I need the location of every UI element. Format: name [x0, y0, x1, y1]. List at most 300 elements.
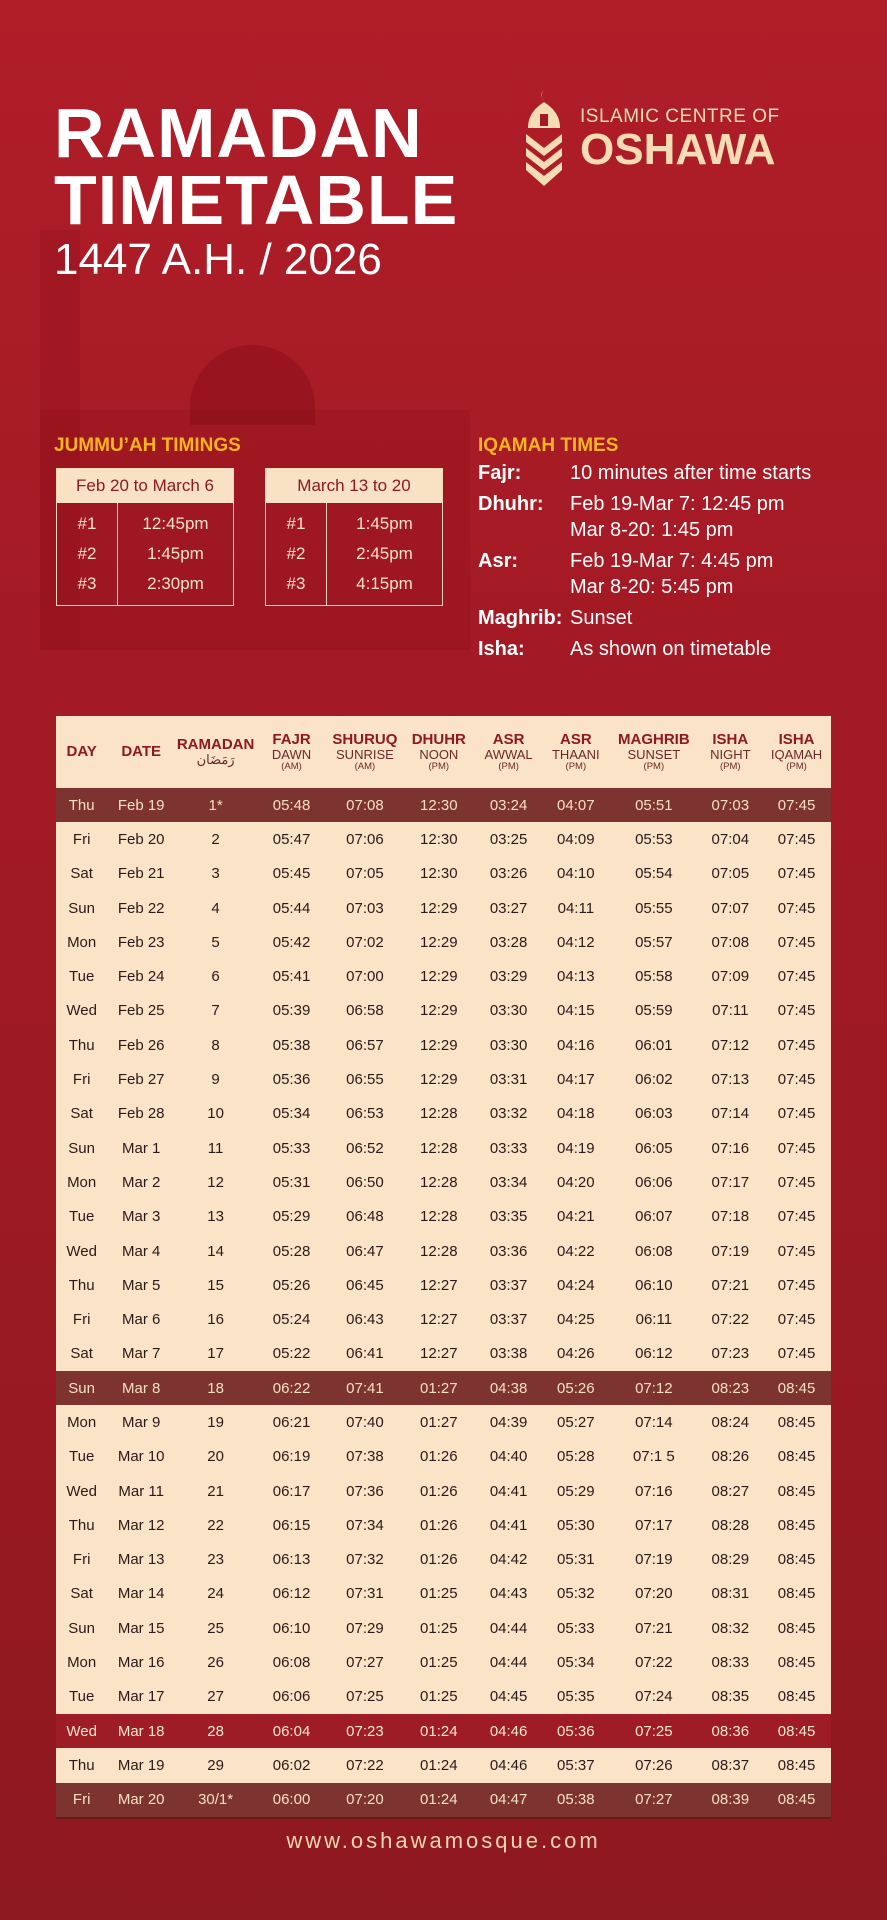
table-cell: 03:27	[489, 899, 528, 917]
table-cell: 06:04	[256, 1714, 327, 1748]
table-cell: 04:11	[557, 899, 595, 917]
table-cell: 27	[207, 1688, 224, 1706]
table-cell: 22	[207, 1516, 224, 1534]
table-cell: 08:45	[762, 1371, 831, 1405]
table-cell: 01:25	[420, 1688, 458, 1706]
iqamah-label: Maghrib:	[478, 607, 563, 629]
table-row	[56, 1097, 831, 1131]
table-cell: 19	[207, 1413, 224, 1431]
table-cell: Mar 17	[117, 1688, 165, 1706]
table-cell: 07:02	[346, 933, 384, 951]
table-cell: 12:28	[420, 1139, 458, 1157]
table-cell: 06:50	[346, 1173, 384, 1191]
table-cell: 06:00	[256, 1783, 327, 1817]
table-cell: 07:17	[711, 1173, 750, 1191]
jummah-time: 1:45pm	[147, 544, 204, 563]
table-cell: 04:21	[557, 1208, 595, 1226]
table-cell: 04:20	[557, 1173, 595, 1191]
table-cell: 03:33	[489, 1139, 528, 1157]
table-cell: 08:37	[711, 1756, 750, 1774]
table-cell: Mar 9	[122, 1413, 161, 1431]
table-cell: 07:1 5	[632, 1448, 675, 1466]
table-cell: 06:53	[346, 1105, 384, 1123]
table-cell: 01:26	[420, 1516, 458, 1534]
table-cell: 07:27	[609, 1783, 698, 1817]
table-cell: 12:30	[403, 788, 475, 822]
table-cell: 08:35	[711, 1688, 750, 1706]
table-cell: 05:35	[557, 1688, 595, 1706]
table-cell: 07:29	[346, 1619, 384, 1637]
table-cell: 08:45	[762, 1714, 831, 1748]
table-cell: 07:03	[346, 899, 384, 917]
table-cell: 05:33	[557, 1619, 595, 1637]
table-row	[56, 1474, 831, 1508]
table-cell: Feb 21	[117, 865, 165, 883]
table-cell: 04:16	[557, 1036, 595, 1054]
table-cell: 9	[211, 1071, 220, 1089]
table-row	[56, 1200, 831, 1234]
table-cell: 07:19	[635, 1551, 673, 1569]
table-cell: 12:29	[420, 1002, 458, 1020]
table-cell: Tue	[69, 1448, 95, 1466]
table-cell: Mar 19	[117, 1756, 165, 1774]
table-cell: Fri	[72, 1071, 91, 1089]
table-cell: 12:27	[420, 1311, 458, 1329]
table-row	[56, 1234, 831, 1268]
table-cell: 05:34	[272, 1105, 311, 1123]
table-cell: 04:07	[542, 788, 609, 822]
table-cell: 06:10	[272, 1619, 311, 1637]
table-cell: 05:26	[272, 1276, 311, 1294]
table-row	[56, 1611, 831, 1645]
table-cell: 07:18	[711, 1208, 750, 1226]
table-cell: 12:28	[420, 1173, 458, 1191]
table-cell: Feb 25	[117, 1002, 165, 1020]
table-cell: 07:17	[635, 1516, 673, 1534]
table-cell: 2	[211, 830, 220, 848]
table-cell: Sun	[68, 899, 95, 917]
table-cell: 04:44	[489, 1654, 528, 1672]
table-cell: 08:33	[711, 1654, 750, 1672]
jummah-time: 2:45pm	[356, 544, 413, 563]
column-header: ISHA NIGHT (PM)	[710, 731, 751, 772]
table-cell: 07:16	[711, 1139, 750, 1157]
iqamah-value: Sunset	[570, 607, 633, 629]
table-cell: Mar 8	[107, 1371, 175, 1405]
table-cell: 08:45	[777, 1551, 816, 1569]
table-cell: 03:37	[489, 1276, 528, 1294]
table-cell: 07:45	[777, 933, 816, 951]
jummah-time: 2:30pm	[147, 574, 204, 593]
table-cell: Fri	[56, 1783, 107, 1817]
table-cell: 05:24	[272, 1311, 311, 1329]
table-cell: 07:07	[711, 899, 750, 917]
table-cell: 05:37	[557, 1756, 595, 1774]
jummah-box-1	[56, 468, 234, 606]
table-cell: Mar 18	[107, 1714, 175, 1748]
table-cell: Feb 23	[117, 933, 165, 951]
table-cell: 07:09	[711, 968, 750, 986]
timetable	[56, 716, 831, 1819]
table-cell: 12:29	[420, 899, 458, 917]
table-row	[56, 857, 831, 891]
table-cell: 03:36	[489, 1242, 528, 1260]
table-cell: 12:27	[420, 1345, 458, 1363]
table-cell: Mar 2	[122, 1173, 161, 1191]
table-cell: 05:32	[557, 1585, 595, 1603]
table-cell: 01:27	[403, 1371, 475, 1405]
iqamah-list	[478, 460, 868, 667]
table-cell: Feb 28	[117, 1105, 165, 1123]
table-row	[56, 1302, 831, 1336]
iqamah-value: Feb 19-Mar 7: 12:45 pm	[570, 493, 785, 515]
table-cell: 05:45	[272, 865, 311, 883]
table-cell: 07:21	[635, 1619, 673, 1637]
table-cell: 05:29	[557, 1482, 595, 1500]
logo-line1: ISLAMIC CENTRE OF	[580, 106, 780, 127]
table-cell: 06:06	[272, 1688, 311, 1706]
table-cell: 06:52	[346, 1139, 384, 1157]
iqamah-label: Dhuhr:	[478, 493, 544, 515]
table-cell: 07:00	[346, 968, 384, 986]
table-cell: 06:11	[635, 1311, 673, 1329]
table-cell: 04:09	[557, 830, 595, 848]
table-cell: 06:06	[635, 1173, 673, 1191]
iqamah-value: Mar 8-20: 5:45 pm	[570, 576, 734, 598]
table-row	[56, 1268, 831, 1302]
table-cell: Sat	[70, 1345, 93, 1363]
table-cell: 05:33	[272, 1139, 311, 1157]
table-cell: 08:45	[777, 1688, 816, 1706]
table-cell: 04:13	[557, 968, 595, 986]
jummah-num: #1	[77, 514, 97, 533]
logo-line2: OSHAWA	[580, 125, 776, 174]
table-cell: 05:59	[635, 1002, 673, 1020]
table-cell: 04:18	[557, 1105, 595, 1123]
table-cell: 03:26	[489, 865, 528, 883]
table-cell: 05:58	[635, 968, 673, 986]
table-cell: 05:39	[272, 1002, 311, 1020]
table-cell: 12:30	[420, 830, 458, 848]
table-cell: 08:23	[698, 1371, 762, 1405]
table-cell: 05:54	[635, 865, 673, 883]
table-row	[56, 1783, 831, 1817]
table-cell: 04:46	[489, 1756, 528, 1774]
table-cell: Thu	[68, 1036, 95, 1054]
table-cell: 28	[175, 1714, 256, 1748]
table-cell: 12	[207, 1173, 224, 1191]
table-cell: 12:29	[420, 968, 458, 986]
table-cell: 01:25	[420, 1654, 458, 1672]
table-cell: 05:29	[272, 1208, 311, 1226]
table-cell: Mon	[67, 1654, 97, 1672]
table-cell: Feb 24	[117, 968, 165, 986]
table-cell: 07:45	[777, 1276, 816, 1294]
column-header: DAY	[66, 743, 97, 761]
table-cell: 04:10	[557, 865, 595, 883]
table-cell: 08:45	[762, 1783, 831, 1817]
table-row	[56, 994, 831, 1028]
table-cell: 07:06	[346, 830, 384, 848]
jummah-time: 12:45pm	[142, 514, 209, 533]
table-cell: Mar 5	[122, 1276, 161, 1294]
table-cell: 3	[211, 865, 220, 883]
table-cell: 05:31	[272, 1173, 311, 1191]
table-cell: 07:45	[777, 968, 816, 986]
jummah-box-range: March 13 to 20	[266, 469, 442, 503]
table-cell: 05:57	[635, 933, 673, 951]
table-cell: Mon	[67, 933, 97, 951]
table-cell: 03:37	[489, 1311, 528, 1329]
table-cell: 03:24	[475, 788, 543, 822]
table-cell: Sat	[70, 865, 93, 883]
table-cell: 05:41	[272, 968, 311, 986]
table-cell: 07:03	[698, 788, 762, 822]
table-cell: 17	[207, 1345, 224, 1363]
table-cell: 12:29	[420, 1036, 458, 1054]
table-cell: 04:45	[489, 1688, 528, 1706]
table-cell: 26	[207, 1654, 224, 1672]
table-cell: 04:15	[557, 1002, 595, 1020]
table-cell: 06:07	[635, 1208, 673, 1226]
table-cell: Mar 10	[117, 1448, 165, 1466]
iqamah-value: 10 minutes after time starts	[570, 462, 812, 484]
table-cell: 04:12	[557, 933, 595, 951]
table-cell: 7	[211, 1002, 220, 1020]
table-cell: 07:11	[712, 1002, 749, 1020]
table-cell: 07:40	[346, 1413, 384, 1431]
table-cell: 07:12	[609, 1371, 698, 1405]
table-cell: 03:32	[489, 1105, 528, 1123]
jummah-num: #3	[77, 574, 97, 593]
table-cell: 06:58	[346, 1002, 384, 1020]
table-cell: 07:05	[346, 865, 384, 883]
table-cell: 12:28	[420, 1242, 458, 1260]
table-cell: 07:16	[635, 1482, 673, 1500]
table-cell: 07:21	[711, 1276, 750, 1294]
table-cell: Thu	[56, 788, 107, 822]
table-cell: 08:45	[777, 1413, 816, 1431]
table-cell: 07:45	[777, 830, 816, 848]
table-cell: Thu	[68, 1756, 95, 1774]
table-cell: 05:42	[272, 933, 311, 951]
table-cell: 01:26	[420, 1551, 458, 1569]
table-cell: Sat	[70, 1105, 93, 1123]
title-line2: TIMETABLE	[54, 160, 459, 239]
table-cell: Mon	[67, 1173, 97, 1191]
table-cell: 15	[207, 1276, 224, 1294]
table-row	[56, 925, 831, 959]
table-cell: 05:55	[635, 899, 673, 917]
table-cell: 07:45	[777, 1139, 816, 1157]
table-cell: 13	[207, 1208, 224, 1226]
table-cell: 5	[211, 933, 220, 951]
table-cell: Thu	[68, 1276, 95, 1294]
jummah-box-2	[265, 468, 443, 606]
table-row	[56, 1062, 831, 1096]
table-row	[56, 1577, 831, 1611]
table-cell: 05:38	[542, 1783, 609, 1817]
iqamah-label: Asr:	[478, 550, 519, 572]
table-cell: 12:29	[420, 1071, 458, 1089]
table-cell: 04:19	[557, 1139, 595, 1157]
table-cell: 03:30	[489, 1002, 528, 1020]
column-header: DATE	[121, 743, 162, 761]
iqamah-value: Mar 8-20: 1:45 pm	[570, 519, 734, 541]
table-cell: Feb 26	[117, 1036, 165, 1054]
table-row	[56, 1131, 831, 1165]
table-cell: 08:26	[711, 1448, 750, 1466]
table-cell: 8	[211, 1036, 220, 1054]
table-cell: Thu	[68, 1516, 95, 1534]
table-cell: 05:31	[557, 1551, 595, 1569]
column-header: RAMADAN رَمَضَان	[176, 736, 255, 768]
table-cell: 05:47	[272, 830, 311, 848]
table-cell: Mar 20	[107, 1783, 175, 1817]
table-cell: 07:45	[777, 1208, 816, 1226]
table-cell: 06:21	[272, 1413, 311, 1431]
table-cell: 01:24	[403, 1783, 475, 1817]
table-cell: 29	[207, 1756, 224, 1774]
table-cell: 03:30	[489, 1036, 528, 1054]
table-cell: Fri	[72, 1311, 91, 1329]
table-cell: 04:43	[489, 1585, 528, 1603]
table-cell: Wed	[66, 1002, 97, 1020]
table-cell: Mar 1	[122, 1139, 161, 1157]
table-cell: 07:45	[777, 1002, 816, 1020]
table-cell: 01:25	[420, 1585, 458, 1603]
iqamah-value: As shown on timetable	[570, 638, 772, 660]
table-cell: 04:41	[489, 1516, 528, 1534]
table-cell: 07:22	[346, 1756, 384, 1774]
table-cell: 04:26	[557, 1345, 595, 1363]
table-cell: 05:36	[272, 1071, 311, 1089]
table-cell: 25	[207, 1619, 224, 1637]
column-header: ASR THAANI (PM)	[551, 731, 600, 772]
table-row	[56, 1028, 831, 1062]
table-cell: 03:25	[489, 830, 528, 848]
table-cell: 07:22	[635, 1654, 673, 1672]
table-cell: Mar 13	[117, 1551, 165, 1569]
table-cell: 06:12	[272, 1585, 311, 1603]
table-cell: 08:45	[777, 1516, 816, 1534]
table-cell: 07:08	[711, 933, 750, 951]
jummah-time: 1:45pm	[356, 514, 413, 533]
table-cell: Sat	[70, 1585, 93, 1603]
table-cell: 08:31	[711, 1585, 750, 1603]
table-cell: Fri	[72, 830, 91, 848]
table-cell: Mar 4	[122, 1242, 161, 1260]
table-cell: 04:47	[475, 1783, 543, 1817]
table-header	[56, 716, 831, 788]
table-cell: 04:40	[489, 1448, 528, 1466]
table-cell: 03:31	[489, 1071, 528, 1089]
table-cell: 12:30	[420, 865, 458, 883]
table-cell: 08:45	[777, 1756, 816, 1774]
table-cell: 01:26	[420, 1448, 458, 1466]
table-cell: Sun	[68, 1619, 95, 1637]
table-cell: Mar 3	[122, 1208, 161, 1226]
table-cell: Feb 22	[117, 899, 165, 917]
background-dome	[190, 345, 315, 425]
table-cell: Wed	[66, 1242, 97, 1260]
table-row	[56, 959, 831, 993]
table-cell: 08:36	[698, 1714, 762, 1748]
table-cell: 18	[175, 1371, 256, 1405]
table-row	[56, 1440, 831, 1474]
jummah-heading: JUMMU’AH TIMINGS	[54, 435, 241, 456]
table-cell: 4	[211, 899, 220, 917]
table-cell: 07:08	[327, 788, 403, 822]
table-cell: 06:47	[346, 1242, 384, 1260]
table-cell: 07:25	[609, 1714, 698, 1748]
table-cell: 05:48	[256, 788, 327, 822]
table-cell: 16	[207, 1311, 224, 1329]
table-cell: 20	[207, 1448, 224, 1466]
table-cell: 08:28	[711, 1516, 750, 1534]
table-cell: Feb 20	[117, 830, 165, 848]
table-cell: 05:27	[557, 1413, 595, 1431]
table-cell: 23	[207, 1551, 224, 1569]
table-cell: 08:45	[777, 1482, 816, 1500]
table-cell: 06:57	[346, 1036, 384, 1054]
table-cell: 06:19	[272, 1448, 311, 1466]
table-cell: Mon	[67, 1413, 97, 1431]
table-row	[56, 1680, 831, 1714]
table-cell: 1*	[175, 788, 256, 822]
table-cell: 03:38	[489, 1345, 528, 1363]
table-cell: Mar 16	[117, 1654, 165, 1672]
table-cell: 08:45	[777, 1585, 816, 1603]
table-cell: 04:42	[489, 1551, 528, 1569]
table-row	[56, 822, 831, 856]
iqamah-label: Fajr:	[478, 462, 522, 484]
table-cell: 6	[211, 968, 220, 986]
table-body	[56, 788, 831, 1817]
table-cell: 06:08	[272, 1654, 311, 1672]
table-row	[56, 788, 831, 822]
page-title	[54, 94, 459, 284]
table-cell: Mar 14	[117, 1585, 165, 1603]
table-cell: 06:02	[272, 1756, 311, 1774]
table-cell: 03:29	[489, 968, 528, 986]
table-cell: 03:28	[489, 933, 528, 951]
table-cell: 07:45	[777, 1345, 816, 1363]
column-header: SHURUQ SUNRISE (AM)	[332, 731, 398, 772]
title-line1: RAMADAN	[54, 94, 423, 172]
table-cell: 07:45	[777, 865, 816, 883]
table-cell: 07:36	[346, 1482, 384, 1500]
column-header: ASR AWWAL (PM)	[484, 731, 533, 772]
table-cell: 03:34	[489, 1173, 528, 1191]
table-row	[56, 1748, 831, 1782]
table-cell: 04:39	[489, 1413, 528, 1431]
table-cell: 07:45	[777, 1311, 816, 1329]
table-cell: 07:12	[711, 1036, 750, 1054]
table-cell: 12:28	[420, 1208, 458, 1226]
table-cell: 06:10	[635, 1276, 673, 1294]
table-cell: 07:24	[635, 1688, 673, 1706]
table-cell: 07:41	[327, 1371, 403, 1405]
table-cell: 06:55	[346, 1071, 384, 1089]
table-cell: 07:23	[327, 1714, 403, 1748]
table-cell: Mar 12	[117, 1516, 165, 1534]
table-cell: 07:20	[327, 1783, 403, 1817]
table-row	[56, 1714, 831, 1748]
table-cell: 05:34	[557, 1654, 595, 1672]
table-cell: 14	[207, 1242, 224, 1260]
table-row	[56, 1543, 831, 1577]
